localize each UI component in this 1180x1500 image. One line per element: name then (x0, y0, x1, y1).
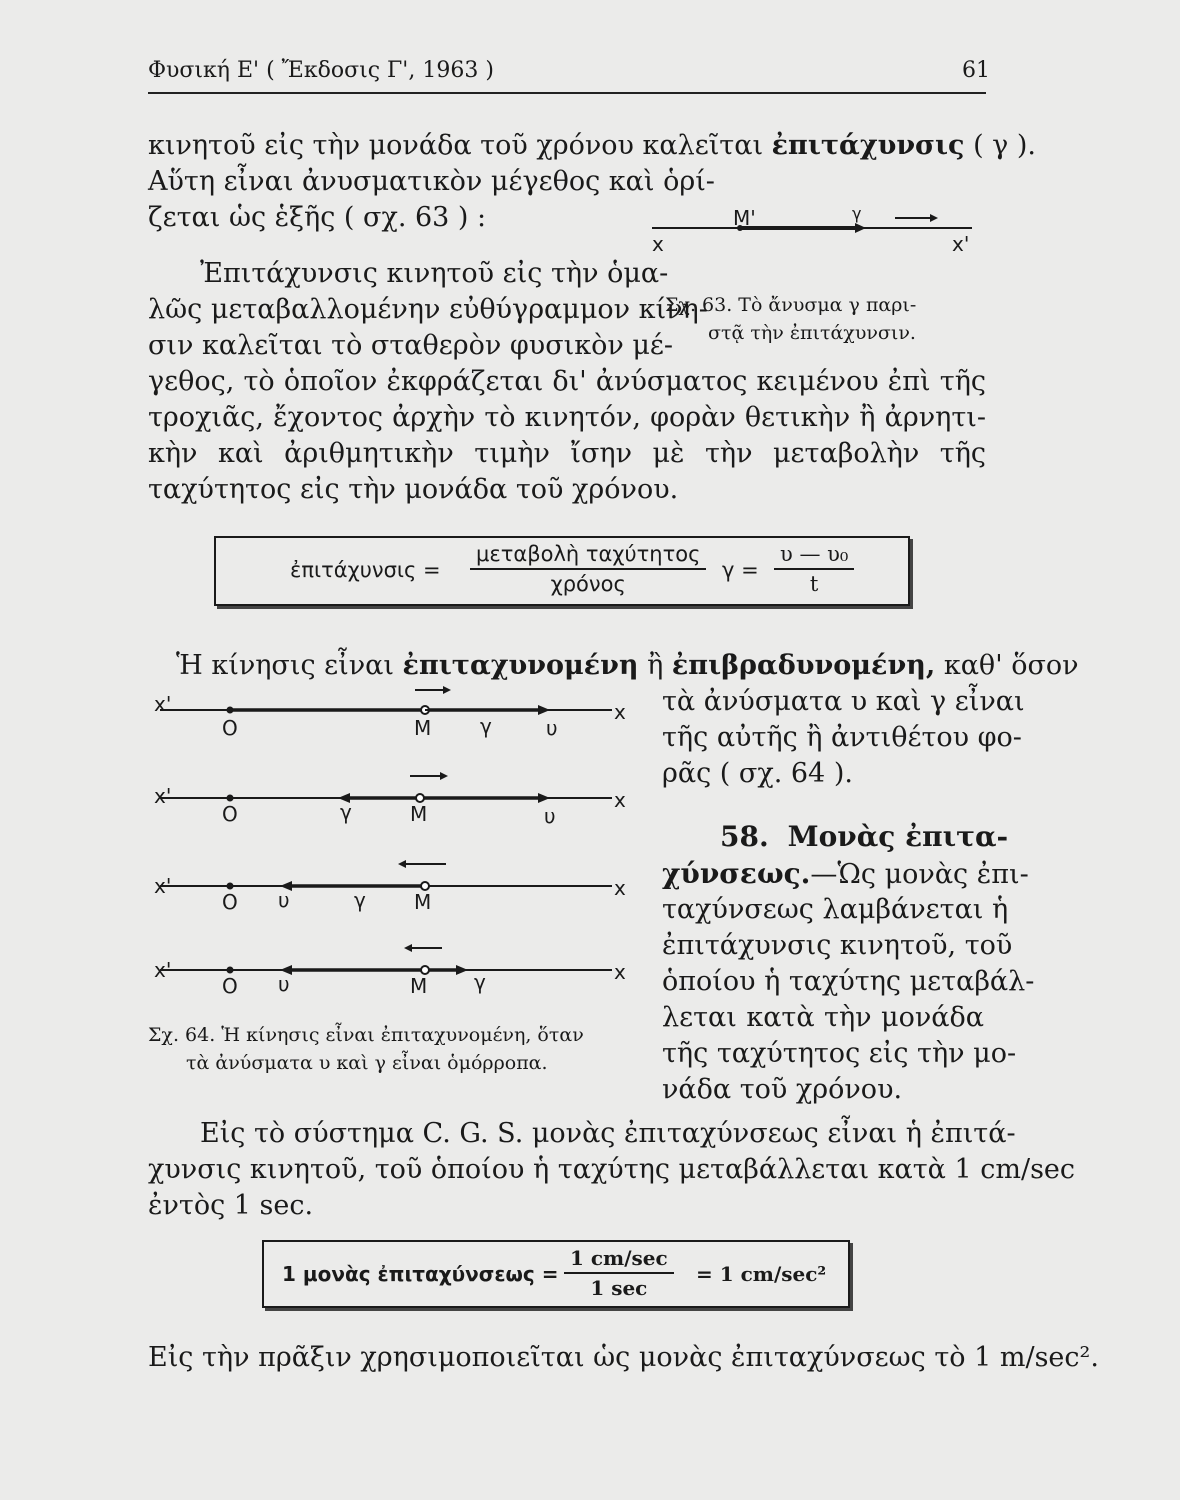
cgs-line-3: ἐντὸς 1 sec. (148, 1190, 314, 1221)
fig64-row2-label-x-prime: x' (154, 784, 172, 808)
fig63-label-gamma: γ (852, 204, 862, 223)
motion-right-line-1: τὰ ἀνύσματα υ καὶ γ εἶναι (662, 686, 1025, 717)
section-58-line-5: λεται κατὰ τὴν μονάδα (662, 1002, 984, 1033)
fig63-label-x-prime: x' (952, 232, 970, 256)
fig64-row1-label-gamma: γ (480, 714, 492, 738)
definition-line-4: γεθος, τὸ ὁποῖον ἐκφράζεται δι' ἀνύσματος κειμένου ἐπὶ τῆς (148, 366, 986, 397)
fig64-row4-label-gamma: γ (474, 970, 486, 994)
fig64-row3-label-x-prime: x' (154, 874, 172, 898)
motion-text-end: καθ' ὅσον (943, 650, 1079, 681)
motion-right-line-3: ρᾶς ( σχ. 64 ). (662, 758, 853, 789)
section-58-line-3: ἐπιτάχυνσις κινητοῦ, τοῦ (662, 930, 1013, 961)
fig64-row4-point-o (227, 967, 234, 974)
formula1-v-fraction (774, 542, 854, 596)
fig64-row4-point-m (421, 966, 429, 974)
section-number: 58. (720, 820, 769, 853)
fig64-caption-2: τὰ ἀνύσματα υ καὶ γ εἶναι ὁμόρροπα. (186, 1052, 548, 1074)
cgs-line-2: χυνσις κινητοῦ, τοῦ ὁποίου ἡ ταχύτης μεταβάλλεται κατὰ 1 cm/sec (148, 1154, 1076, 1185)
fig64-row-1 (160, 686, 612, 715)
section-title-1: Μονὰς ἐπιτα- (787, 820, 1009, 853)
term-accelerated: ἐπιταχυνομένη (402, 650, 639, 681)
definition-line-1: Ἐπιτάχυνσις κινητοῦ εἰς τὴν ὁμα- (200, 258, 669, 289)
fig64-row1-label-m: Μ (414, 716, 432, 740)
fig63-vector-arrowhead (855, 223, 866, 233)
fig64-row4-label-x: x (614, 960, 626, 984)
section-title-2: χύνσεως. (662, 857, 811, 890)
intro-line-1 (148, 128, 1037, 164)
definition-line-3: σιν καλεῖται τὸ σταθερὸν φυσικὸν μέ- (148, 330, 674, 361)
formula1-lhs: ἐπιτάχυνσις = (290, 558, 441, 582)
fig63-label-x: x (652, 232, 664, 256)
fig64-row3-label-x: x (614, 876, 626, 900)
fig64-row-2 (160, 772, 612, 803)
motion-or: ἢ (647, 650, 664, 681)
formula1-numerator: μεταβολὴ ταχύτητος (470, 542, 706, 570)
fig64-row1-label-o: Ο (222, 716, 238, 740)
fig64-row1-label-x: x (614, 700, 626, 724)
fig64-row4-label-m: Μ (410, 974, 428, 998)
figure-63 (640, 200, 980, 260)
formula-box-2 (262, 1240, 850, 1308)
fig64-row4-label-v: υ (278, 972, 290, 996)
formula2-denominator: 1 sec (590, 1276, 648, 1300)
motion-text-start: Ἡ κίνησις εἶναι (176, 650, 394, 681)
page-number: 61 (962, 58, 990, 83)
motion-line-1 (176, 648, 1079, 684)
fig64-row2-label-v: υ (544, 804, 556, 828)
fig64-row3-label-m: Μ (414, 890, 432, 914)
formula-box-1 (214, 536, 910, 606)
fig64-caption-1: Σχ. 64. Ἡ κίνησις εἶναι ἐπιταχυνομένη, ὅταν (148, 1024, 584, 1046)
definition-line-2: λῶς μεταβαλλομένην εὐθύγραμμον κίνη- (148, 294, 708, 325)
fig63-caption-1: Σχ. 63. Τὸ ἄνυσμα γ παρι- (665, 294, 917, 316)
fig63-caption-2: στᾷ τὴν ἐπιτάχυνσιν. (708, 322, 916, 344)
intro-line-3: ζεται ὡς ἑξῆς ( σχ. 63 ) : (148, 202, 487, 233)
section-58-line-6: τῆς ταχύτητος εἰς τὴν μο- (662, 1038, 1017, 1069)
formula1-v-numerator: υ — υ₀ (774, 542, 854, 570)
fig64-row2-point-m (416, 794, 424, 802)
fig64-row2-label-x: x (614, 788, 626, 812)
formula1-t-denominator: t (809, 572, 819, 596)
fig64-row3-point-m (421, 882, 429, 890)
fig64-row2-label-m: Μ (410, 802, 428, 826)
formula1-denominator: χρόνος (550, 572, 626, 596)
practice-line: Εἰς τὴν πρᾶξιν χρησιμοποιεῖται ὡς μονὰς ἐπιταχύνσεως τὸ 1 m/sec². (148, 1342, 1099, 1373)
running-header: Φυσική Ε' ( Ἔκδοσις Γ', 1963 ) (148, 58, 494, 83)
fig64-row3-point-o (227, 883, 234, 890)
fig63-direction-arrowhead (930, 214, 938, 222)
formula2-numerator: 1 cm/sec (564, 1246, 674, 1274)
term-decelerated: ἐπιβραδυνομένη, (671, 650, 936, 681)
fig63-label-m: Μ' (733, 206, 756, 230)
formula2-fraction (564, 1246, 674, 1300)
fig64-row3-label-o: Ο (222, 890, 238, 914)
fig64-row-4 (160, 944, 612, 975)
fig64-row4-label-o: Ο (222, 974, 238, 998)
definition-line-6: κὴν καὶ ἀριθμητικὴν τιμὴν ἴσην μὲ τὴν μεταβολὴν τῆς (148, 438, 986, 469)
formula1-fraction (470, 542, 706, 596)
intro-line-2: Αὕτη εἶναι ἀνυσματικὸν μέγεθος καὶ ὁρί- (148, 166, 715, 197)
fig64-row2-label-o: Ο (222, 802, 238, 826)
header-rule (148, 92, 986, 94)
definition-line-7: ταχύτητος εἰς τὴν μονάδα τοῦ χρόνου. (148, 474, 679, 505)
definition-line-5: τροχιᾶς, ἔχοντος ἀρχὴν τὸ κινητόν, φορὰν θετικὴν ἢ ἀρνητι- (148, 402, 986, 433)
intro-text: κινητοῦ εἰς τὴν μονάδα τοῦ χρόνου καλεῖται (148, 130, 764, 161)
formula1-gamma: γ = (722, 558, 759, 582)
cgs-line-1: Εἰς τὸ σύστημα C. G. S. μονὰς ἐπιταχύνσεως εἶναι ἡ ἐπιτά- (200, 1118, 1016, 1149)
fig64-row3-label-gamma: γ (354, 888, 366, 912)
section-text-start: —Ὡς μονὰς ἐπι- (810, 859, 1029, 890)
term-acceleration: ἐπιτάχυνσις (771, 130, 965, 161)
formula2-lhs: 1 μονὰς ἐπιταχύνσεως = (282, 1262, 559, 1286)
motion-right-line-2: τῆς αὐτῆς ἢ ἀντιθέτου φο- (662, 722, 1022, 753)
formula2-rhs: = 1 cm/sec² (696, 1262, 827, 1286)
fig64-row1-label-x-prime: x' (154, 692, 172, 716)
fig64-row-3 (160, 860, 612, 891)
fig64-row1-label-v: υ (546, 716, 558, 740)
section-58-heading (720, 820, 1008, 853)
fig64-row4-label-x-prime: x' (154, 958, 172, 982)
fig64-row2-point-o (227, 795, 234, 802)
symbol-gamma: ( γ ). (973, 130, 1037, 161)
fig64-row3-label-v: υ (278, 888, 290, 912)
section-58-line-4: ὁποίου ἡ ταχύτης μεταβάλ- (662, 966, 1035, 997)
section-58-line-2: ταχύνσεως λαμβάνεται ἡ (662, 894, 1009, 925)
section-58-line-7: νάδα τοῦ χρόνου. (662, 1074, 903, 1105)
section-58-line-1 (662, 856, 1029, 893)
fig64-row2-label-gamma: γ (340, 800, 352, 824)
